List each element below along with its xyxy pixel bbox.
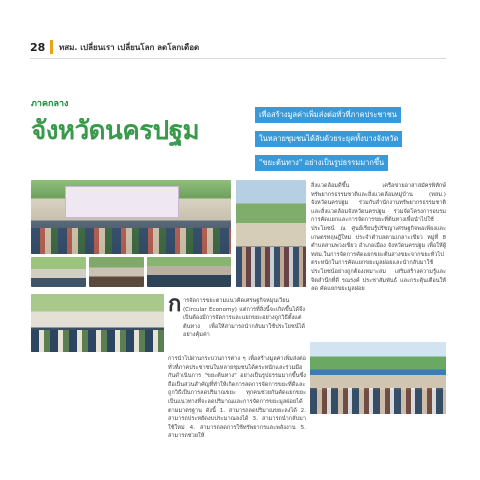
intro-text: ารจัดการขยะตามแนวคิดเศรษฐกิจหมุนเวียน (Circular Economy) แต่การที่สิ่งนี้จะเกิดขึ้นได้จึงเป็นต้องมีการจัดการและแยกขยะอย่างถูกวิธีตั้งแต่ต้นทาง เพื่อให้สามารถนำกลับมาใช้ประโยชน์ได้อย่างคุ้มค่า	[183, 298, 305, 339]
photo-audience	[31, 228, 231, 254]
tagline-line-1: เพื่อสร้างมูลค่าเพิ่มส่งต่อทั่วที่ภาคประชาชน	[255, 107, 401, 123]
photo-training-event	[31, 180, 231, 254]
header-accent-bar	[50, 40, 53, 54]
photo-banner	[65, 186, 179, 218]
photo-group-tent	[310, 342, 446, 414]
tagline-line-2: ในหลายชุมชนได้ลับด้วยระยุคทั้งบางจังหวัด	[255, 131, 402, 147]
tagline-box	[255, 102, 445, 174]
body-text-left: การนำไปผ่านกระบวนการต่าง ๆ เพื่อสร้างมูลค่าเพิ่มส่งต่อทั่วที่ภาคประชาชนในหลายชุมชนได้ตระหนักและร่วมมือกันดำเนินการ "ขยะต้นทาง" อย่างเป็นรูปธรรมมากขึ้นซึ่งถือเป็นส่วนสำคัญที่ทำให้เกิดการลดการจัดการขยะที่ดีและถูกวิธีเป็นการลดปริมาณขยะ ทุกคนช่วยกันคัดแยกขยะ เป็นแนวทางที่จะลดปริมาณและการจัดการขยะมูลฝอยได้ตามมาตรฐาน ดังนี้ 1. สามารถลดปริมาณขยะลงได้ 2. สามารถประหยัดงบประมาณลงได้ 3. สามารถนำกลับมาใช้ใหม่ 4. สามารถลดการใช้ทรัพยากรและพลังงาน 5. สามารถช่วยให้	[168, 356, 306, 440]
photo-small-3	[147, 257, 231, 287]
photo-audience	[310, 388, 446, 414]
photo-small-1	[31, 257, 86, 287]
header-title: ทสม. เปลี่ยนเรา เปลี่ยนโลก ลดโลกเดือด	[59, 42, 200, 52]
body-text-right: สิ่งแวดล้อมดีขึ้น เครือข่ายอาสาสมัครพิทักษ์ทรัพยากรธรรมชาติและสิ่งแวดล้อมหมู่บ้าน (ทสม.) จังหวัดนครปฐม ร่วมกับสำนักงานทรัพยากรธรรมชาติและสิ่งแวดล้อมจังหวัดนครปฐม ร่วมจัดโครงการอบรม การคัดแยกและการจัดการขยะที่ต้นทางเพื่อนำไปใช้ประโยชน์ ณ ศูนย์เรียนรู้ปรัชญาเศรษฐกิจพอเพียงและเกษตรทฤษฎีใหม่ ประจำตำบลตามเกลาะเขียว หมู่ที่ 8 ตำบลสามพวงเขียว อำเภอเมือง จังหวัดนครปฐม เพื่อให้ผู้ทสม.ในการจัดการคัดแยกขยะต้นสางขยะจากขยะทั่วไป ตระหนักในการคัดแยกขยะมูลฝอยและนำกลับมาใช้ประโยชน์อย่างถูกต้องเหมาะสม เสริมสร้างความรู้และจิตสำนึกที่ดี รณรงค์ ประชาสัมพันธ์ และกระตุ้นเตือนให้ ลด คัดแยกขยะมูลฝอย	[311, 183, 446, 293]
photo-audience	[31, 330, 164, 352]
photo-small-2	[89, 257, 144, 287]
photo-audience-right	[236, 180, 306, 287]
header-divider	[30, 58, 446, 59]
region-label: ภาคกลาง	[31, 99, 69, 109]
drop-cap: ก	[168, 292, 182, 317]
province-title: จังหวัดนครปฐม	[31, 116, 200, 146]
photo-participants	[31, 294, 164, 352]
page-header	[30, 40, 199, 54]
page-number: 28	[30, 40, 46, 54]
tagline-line-3: "ขยะต้นทาง" อย่างเป็นรูปธรรมมากขึ้น	[255, 155, 388, 171]
photo-audience	[236, 247, 306, 287]
